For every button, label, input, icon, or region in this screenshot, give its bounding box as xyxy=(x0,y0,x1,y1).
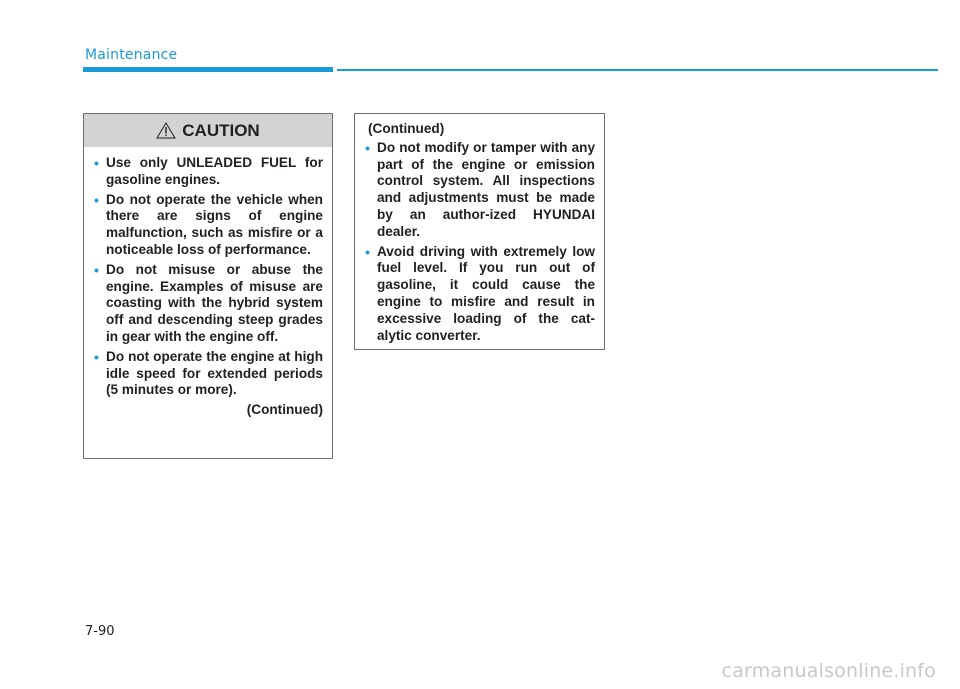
caution-box xyxy=(83,113,333,459)
list-item: • Do not misuse or abuse the engine. Examples of misuse are coasting with the hybrid system off and descending steep grades in gear with the engine off. xyxy=(94,261,323,344)
bullet-icon: • xyxy=(94,261,99,278)
watermark[interactable]: carmanualsonline.info xyxy=(721,660,936,682)
header-rule-thick xyxy=(83,67,333,72)
section-title: Maintenance xyxy=(85,47,178,63)
bullet-icon: • xyxy=(94,155,99,171)
caution-header xyxy=(84,114,332,147)
continued-list xyxy=(365,139,595,345)
list-item: • Do not modify or tamper with any part of the engine or emission control system. All inspections and adjustments must be made by an author-ized HYUNDAI dealer. xyxy=(365,139,595,239)
list-item: • Do not operate the engine at high idle speed for extended periods (5 minutes or more). xyxy=(94,348,323,398)
bullet-icon: • xyxy=(365,139,370,156)
caution-list xyxy=(94,155,323,399)
bullet-icon: • xyxy=(365,243,370,260)
bullet-icon: • xyxy=(94,191,99,208)
warning-triangle-icon xyxy=(156,122,176,139)
caution-content xyxy=(84,147,332,419)
continued-label: (Continued) xyxy=(368,121,445,136)
caution-title: CAUTION xyxy=(182,120,260,140)
list-item: • Avoid driving with extremely low fuel level. If you run out of gasoline, it could cause the engine to misfire and result in excessive loading of the cat-alytic converter. xyxy=(365,243,595,343)
list-item: • Do not operate the vehicle when there are signs of engine malfunction, such as misfire or a noticeable loss of performance. xyxy=(94,191,323,257)
bullet-icon: • xyxy=(94,348,99,365)
page-number: 7-90 xyxy=(85,624,115,639)
header-rule-thin xyxy=(337,69,938,71)
continued-content xyxy=(355,114,604,344)
continued-label: (Continued) xyxy=(246,402,323,418)
continued-box xyxy=(354,113,605,350)
list-item: • Use only UNLEADED FUEL for gasoline engines. xyxy=(94,155,323,187)
